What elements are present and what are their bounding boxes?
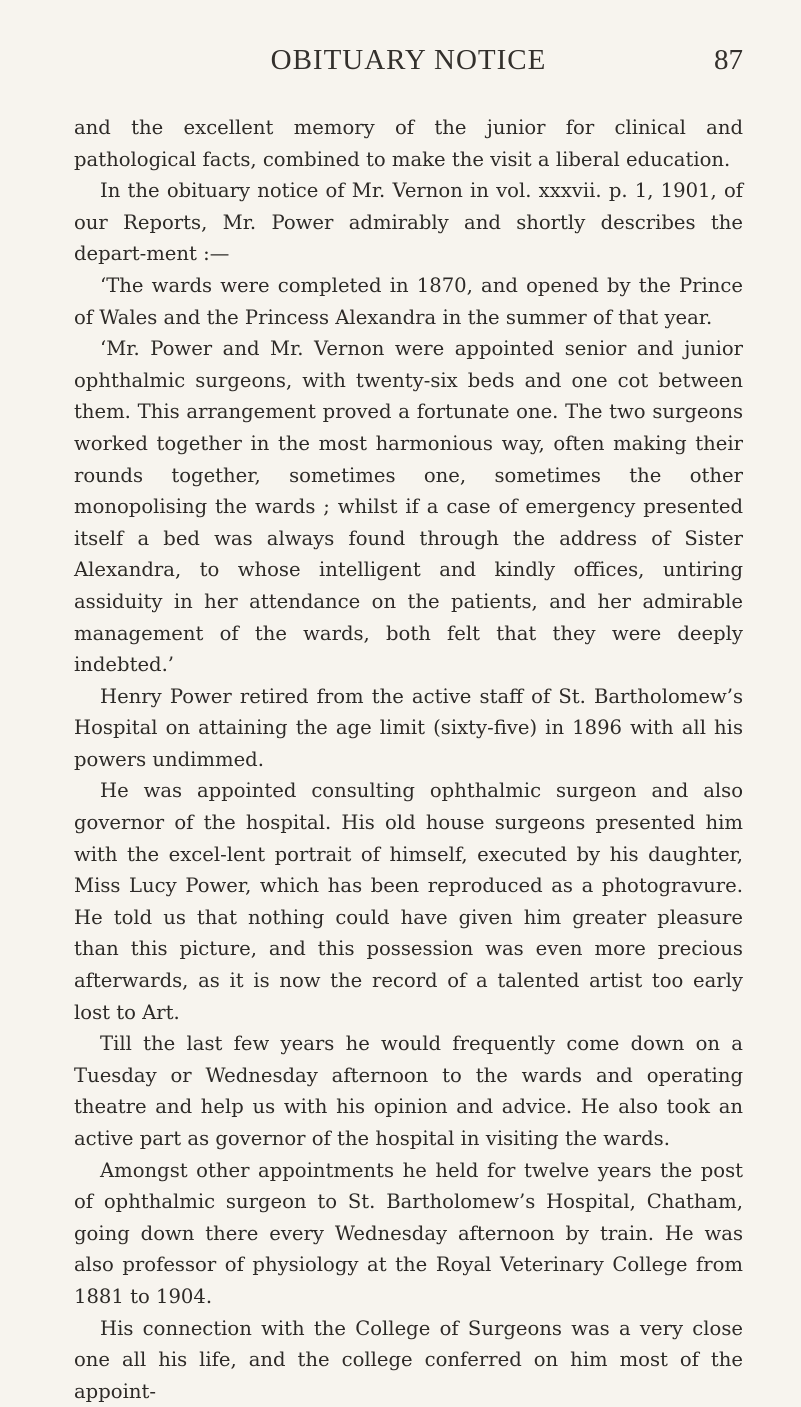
paragraph-2: In the obituary notice of Mr. Vernon in vol. xxxvii. p. 1, 1901, of our Reports, Mr. Power admirably and shortly describes the depart-ment :—: [74, 179, 743, 266]
paragraph-6: He was appointed consulting ophthalmic surgeon and also governor of the hospital. His old house surgeons presented him with the excel-lent portrait of himself, executed by his daughter, Miss Lucy Power, which has been reproduced as a photogravure. He told us that nothing could have given him greater pleasure than this picture, and this possession was even more precious afterwards, as it is now the record of a talented artist too early lost to Art.: [74, 779, 743, 1024]
paragraph-9: His connection with the College of Surgeons was a very close one all his life, and the college conferred on him most of the appoint-: [74, 1316, 743, 1403]
paragraph-7: Till the last few years he would frequently come down on a Tuesday or Wednesday afternoon to the wards and operating theatre and help us with his opinion and advice. He also took an active part as governor of the hospital in visiting the wards.: [74, 1032, 743, 1150]
paragraph-5: Henry Power retired from the active staff of St. Bartholomew’s Hospital on attaining the age limit (sixty-five) in 1896 with all his powers undimmed.: [74, 684, 743, 771]
paragraph-4: ‘Mr. Power and Mr. Vernon were appointed senior and junior ophthalmic surgeons, with twenty-six beds and one cot between them. This arrangement proved a fortunate one. The two surgeons worked together in the most harmonious way, often making their rounds together, sometimes one, sometimes the other monopolising the wards ; whilst if a case of emergency presented itself a bed was always found through the address of Sister Alexandra, to whose intelligent and kindly offices, untiring assiduity in her attendance on the patients, and her admirable management of the wards, both felt that they were deeply indebted.’: [74, 337, 743, 677]
running-head: [74, 44, 743, 84]
paragraph-1: and the excellent memory of the junior for clinical and pathological facts, combined to make the visit a liberal education.: [74, 116, 743, 171]
paragraph-3: ‘The wards were completed in 1870, and opened by the Prince of Wales and the Princess Alexandra in the summer of that year.: [74, 273, 743, 329]
paragraph-8: Amongst other appointments he held for twelve years the post of ophthalmic surgeon to St. Bartholomew’s Hospital, Chatham, going down there every Wednesday afternoon by train. He was also professor of physiology at the Royal Veterinary College from 1881 to 1904.: [74, 1158, 743, 1308]
body-text: [74, 112, 743, 1407]
page-number: 87: [714, 44, 743, 76]
running-title: OBITUARY NOTICE: [270, 44, 547, 76]
